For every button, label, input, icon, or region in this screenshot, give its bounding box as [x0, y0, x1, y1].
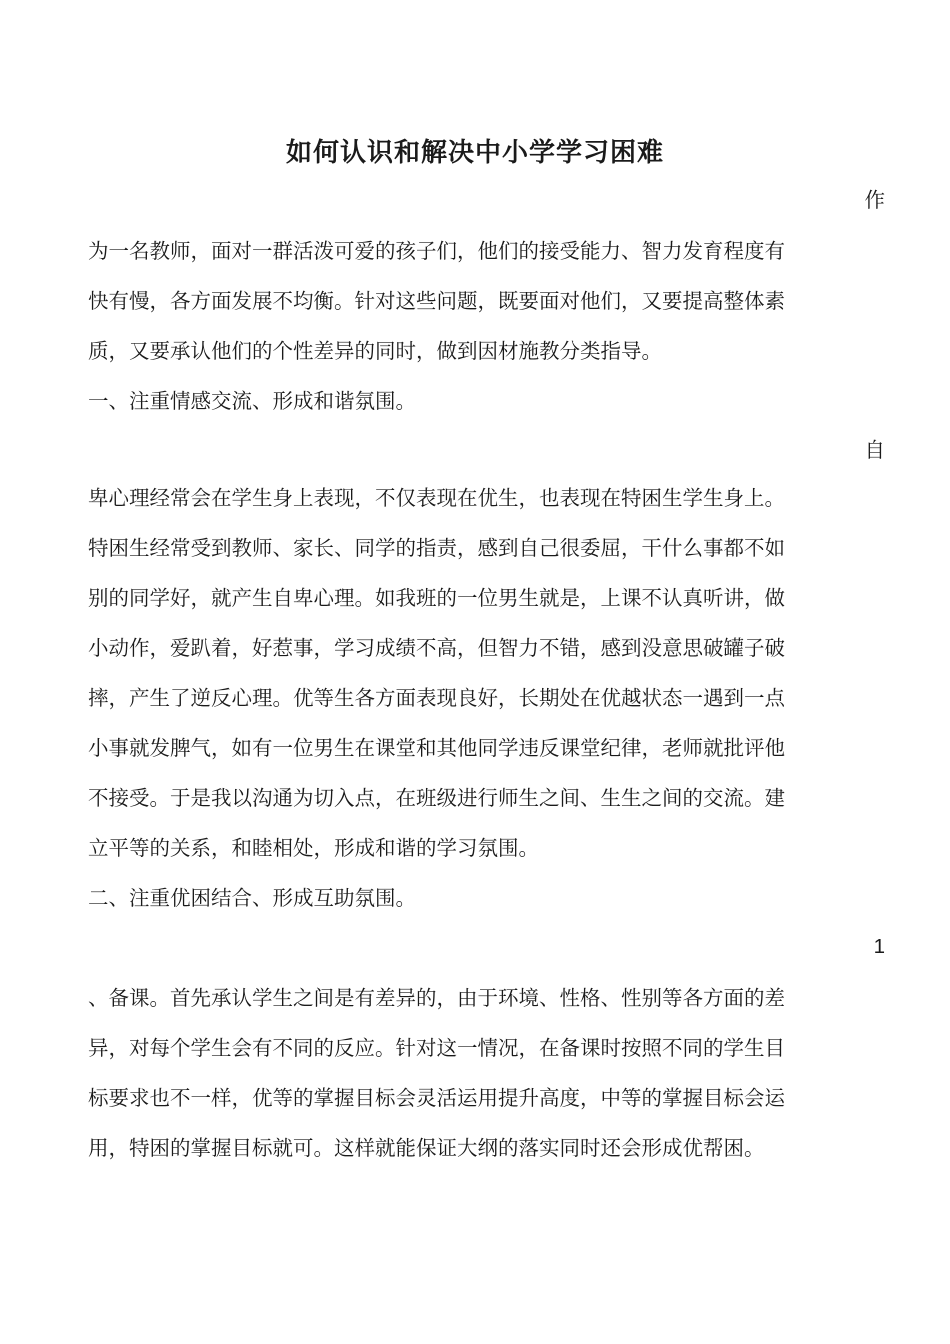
text-line: 小动作，爱趴着，好惹事，学习成绩不高，但智力不错，感到没意思破罐子破	[88, 636, 785, 660]
text-line: 别的同学好，就产生自卑心理。如我班的一位男生就是，上课不认真听讲，做	[88, 586, 785, 610]
text-line: 摔，产生了逆反心理。优等生各方面表现良好，长期处在优越状态一遇到一点	[88, 686, 785, 710]
section-heading: 一、注重情感交流、形成和谐氛围。	[88, 389, 416, 413]
list-number: 1	[873, 935, 885, 958]
text-line: 质，又要承认他们的个性差异的同时，做到因材施教分类指导。	[88, 339, 662, 363]
text-line: 特困生经常受到教师、家长、同学的指责，感到自己很委屈，干什么事都不如	[88, 536, 785, 560]
text-line: 为一名教师，面对一群活泼可爱的孩子们，他们的接受能力、智力发育程度有	[88, 239, 785, 263]
paragraph-initial-char: 作	[864, 188, 885, 212]
section-heading: 二、注重优困结合、形成互助氛围。	[88, 886, 416, 910]
text-line: 用，特困的掌握目标就可。这样就能保证大纲的落实同时还会形成优帮困。	[88, 1136, 765, 1160]
text-line: 小事就发脾气，如有一位男生在课堂和其他同学违反课堂纪律，老师就批评他	[88, 736, 785, 760]
text-line: 立平等的关系，和睦相处，形成和谐的学习氛围。	[88, 836, 539, 860]
text-line: 标要求也不一样，优等的掌握目标会灵活运用提升高度，中等的掌握目标会运	[88, 1086, 785, 1110]
text-line: 、备课。首先承认学生之间是有差异的，由于环境、性格、性别等各方面的差	[88, 986, 785, 1010]
text-line: 不接受。于是我以沟通为切入点，在班级进行师生之间、生生之间的交流。建	[88, 786, 785, 810]
text-line: 卑心理经常会在学生身上表现，不仅表现在优生，也表现在特困生学生身上。	[88, 486, 785, 510]
text-line: 快有慢，各方面发展不均衡。针对这些问题，既要面对他们，又要提高整体素	[88, 289, 785, 313]
text-line: 异，对每个学生会有不同的反应。针对这一情况，在备课时按照不同的学生目	[88, 1036, 785, 1060]
document-title: 如何认识和解决中小学学习困难	[285, 138, 664, 168]
paragraph-initial-char: 自	[864, 438, 885, 462]
